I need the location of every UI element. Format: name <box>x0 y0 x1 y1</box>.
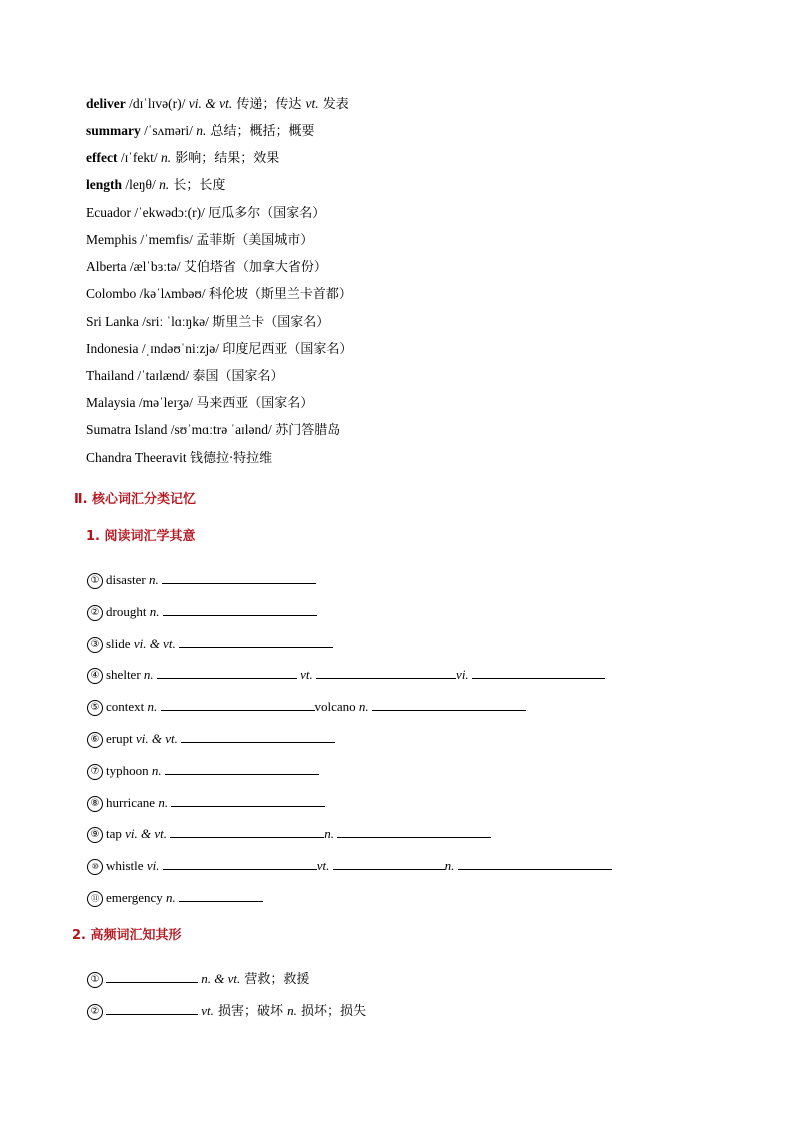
exercise-word: whistle <box>106 858 144 873</box>
exercise-pos: n. <box>358 699 369 714</box>
vocab-ipa: /ˈekwədɔː(r)/ <box>130 205 209 220</box>
answer-blank[interactable] <box>179 888 263 902</box>
vocab-word: Thailand <box>86 368 134 383</box>
vocab-word: deliver <box>86 96 126 111</box>
item-number: ④ <box>87 668 103 684</box>
vocab-meaning: 影响；结果；效果 <box>171 151 280 166</box>
vocab-pos: n. <box>196 123 207 138</box>
exercise-pos: n. <box>143 667 154 682</box>
exercise-word: drought <box>106 604 147 619</box>
vocab-pos: vt. <box>305 96 319 111</box>
vocab-word: Sri Lanka <box>86 314 139 329</box>
vocab-item <box>86 96 349 113</box>
item-number: ⑤ <box>87 700 103 716</box>
vocab-item <box>86 368 284 385</box>
exercise-pos: n. <box>149 604 160 619</box>
vocab-meaning: 长；长度 <box>169 178 226 193</box>
vocab-meaning: 钱德拉·特拉维 <box>189 451 273 466</box>
exercise-meaning: 营救；救援 <box>240 972 310 987</box>
subsection-heading-reading: 1. 阅读词汇学其意 <box>86 529 196 544</box>
answer-blank[interactable] <box>333 856 445 870</box>
vocab-word: Memphis <box>86 232 138 247</box>
vocab-item <box>86 259 327 276</box>
exercise-word: volcano <box>314 699 356 714</box>
exercise-pos: n. <box>158 795 169 810</box>
vocab-meaning: 艾伯塔省（加拿大省份） <box>183 260 327 275</box>
vocab-pos: n. <box>160 150 172 165</box>
exercise-word: hurricane <box>106 795 156 810</box>
exercise-pos: n. <box>147 699 158 714</box>
exercise-word: typhoon <box>106 763 149 778</box>
vocab-item <box>86 232 313 249</box>
vocab-meaning: 科伦坡（斯里兰卡首都） <box>208 287 352 302</box>
exercise-pos: n. <box>324 826 335 841</box>
item-number: ⑥ <box>87 732 103 748</box>
exercise-pos: n. <box>166 890 176 905</box>
exercise-pos: n. <box>151 763 162 778</box>
exercise-pos: vi. & vt. <box>125 826 168 841</box>
answer-blank[interactable] <box>163 856 317 870</box>
item-number: ③ <box>87 637 103 653</box>
vocab-meaning: 马来西亚（国家名） <box>196 396 314 411</box>
answer-blank[interactable] <box>472 665 605 679</box>
exercise-meaning: 损坏；损失 <box>296 1004 367 1019</box>
vocab-word: Indonesia <box>86 341 139 356</box>
vocab-word: Ecuador <box>86 205 131 220</box>
vocab-meaning: 印度尼西亚（国家名） <box>222 342 353 357</box>
answer-blank[interactable] <box>170 824 324 838</box>
answer-blank[interactable] <box>179 634 333 648</box>
vocab-ipa: /ˈmemfis/ <box>137 232 197 247</box>
exercise-word: context <box>106 699 145 714</box>
exercise-pos: n. <box>148 572 159 587</box>
answer-blank[interactable] <box>337 824 491 838</box>
vocab-ipa: /ˈtaɪlænd/ <box>133 368 193 383</box>
answer-blank[interactable] <box>316 665 456 679</box>
vocab-pos: n. <box>159 177 170 192</box>
exercise-pos: vt. <box>201 1003 214 1018</box>
section-heading: Ⅱ. 核心词汇分类记忆 <box>74 492 197 507</box>
exercise-word: shelter <box>106 667 141 682</box>
vocab-meaning: 苏门答腊岛 <box>275 423 341 438</box>
vocab-meaning: 传递；传达 <box>232 97 306 112</box>
vocab-item <box>86 341 352 358</box>
item-number: ⑨ <box>87 827 103 843</box>
item-number: ⑪ <box>87 891 103 907</box>
vocab-item <box>86 395 313 412</box>
vocab-meaning: 总结；概括；概要 <box>206 124 315 139</box>
vocab-item <box>86 450 272 467</box>
exercise-row <box>87 793 325 811</box>
item-number: ⑩ <box>87 859 103 875</box>
exercise-pos: vt. <box>316 858 330 873</box>
item-number: ① <box>87 972 103 988</box>
vocab-ipa: /ˈsʌməri/ <box>140 123 197 138</box>
answer-blank[interactable] <box>181 729 335 743</box>
answer-blank[interactable] <box>165 761 319 775</box>
exercise-row <box>87 856 612 874</box>
vocab-item <box>86 150 279 167</box>
exercise-row <box>87 665 605 683</box>
exercise-row <box>87 602 317 620</box>
item-number: ⑧ <box>87 796 103 812</box>
exercise-row <box>87 729 335 747</box>
vocab-ipa: /ælˈbɜːtə/ <box>126 259 184 274</box>
vocab-ipa: /məˈleɪʒə/ <box>135 395 197 410</box>
subsection-heading-frequency: 2. 高频词汇知其形 <box>72 928 182 943</box>
exercise-meaning: 损害；破坏 <box>213 1004 288 1019</box>
vocab-ipa: /dɪˈlɪvə(r)/ <box>125 96 189 111</box>
vocab-pos: vi. & vt. <box>188 96 233 111</box>
vocab-ipa: /sʊˈmɑːtrə ˈaɪlənd/ <box>167 422 276 437</box>
exercise-pos: n. <box>287 1003 297 1018</box>
exercise-row <box>87 570 316 588</box>
answer-blank[interactable] <box>163 602 317 616</box>
exercise-row <box>87 761 319 779</box>
exercise-pos: vt. <box>300 667 313 682</box>
vocab-meaning: 斯里兰卡（国家名） <box>212 315 330 330</box>
exercise-row <box>87 968 309 986</box>
answer-blank[interactable] <box>171 793 325 807</box>
item-number: ② <box>87 605 103 621</box>
vocab-ipa: /kəˈlʌmbəʊ/ <box>136 286 209 301</box>
vocab-item <box>86 422 340 439</box>
vocab-meaning: 泰国（国家名） <box>192 369 284 384</box>
vocab-word: length <box>86 177 123 192</box>
exercise-row <box>87 1000 366 1018</box>
answer-blank[interactable] <box>161 697 315 711</box>
exercise-pos: n. & vt. <box>201 971 241 986</box>
exercise-pos: vi. & vt. <box>133 636 176 651</box>
vocab-word: Alberta <box>86 259 127 274</box>
vocab-word: Colombo <box>86 286 137 301</box>
exercise-word: tap <box>106 826 122 841</box>
exercise-row <box>87 888 263 906</box>
answer-blank[interactable] <box>372 697 526 711</box>
exercise-row <box>87 634 333 652</box>
vocab-item <box>86 177 225 194</box>
vocab-meaning: 发表 <box>318 97 349 112</box>
vocab-word: Sumatra Island <box>86 422 168 437</box>
vocab-item <box>86 286 352 303</box>
vocab-item <box>86 123 315 140</box>
vocab-word: summary <box>86 123 141 138</box>
exercise-row <box>87 824 491 842</box>
exercise-word: emergency <box>106 890 163 905</box>
vocab-item <box>86 205 325 222</box>
exercise-word: erupt <box>106 731 133 746</box>
answer-blank[interactable] <box>157 665 297 679</box>
item-number: ① <box>87 573 103 589</box>
vocab-word: Malaysia <box>86 395 136 410</box>
vocab-word: Chandra Theeravit <box>86 450 187 465</box>
item-number: ⑦ <box>87 764 103 780</box>
answer-blank[interactable] <box>458 856 612 870</box>
exercise-row <box>87 697 526 715</box>
vocab-meaning: 孟菲斯（美国城市） <box>196 233 314 248</box>
exercise-pos: vi. & vt. <box>135 731 178 746</box>
vocab-ipa: /sriː ˈlɑːŋkə/ <box>138 314 213 329</box>
vocab-ipa: /ɪˈfekt/ <box>117 150 161 165</box>
exercise-word: disaster <box>106 572 146 587</box>
vocab-ipa: /ˌɪndəʊˈniːzjə/ <box>138 341 223 356</box>
item-number: ② <box>87 1004 103 1020</box>
answer-blank[interactable] <box>106 969 198 983</box>
answer-blank[interactable] <box>106 1001 198 1015</box>
exercise-pos: vi. <box>456 667 469 682</box>
vocab-meaning: 厄瓜多尔（国家名） <box>208 206 326 221</box>
vocab-ipa: /leŋθ/ <box>122 177 160 192</box>
exercise-pos: n. <box>444 858 455 873</box>
answer-blank[interactable] <box>162 570 316 584</box>
vocab-item <box>86 314 329 331</box>
vocab-word: effect <box>86 150 118 165</box>
exercise-pos: vi. <box>146 858 160 873</box>
exercise-word: slide <box>106 636 131 651</box>
